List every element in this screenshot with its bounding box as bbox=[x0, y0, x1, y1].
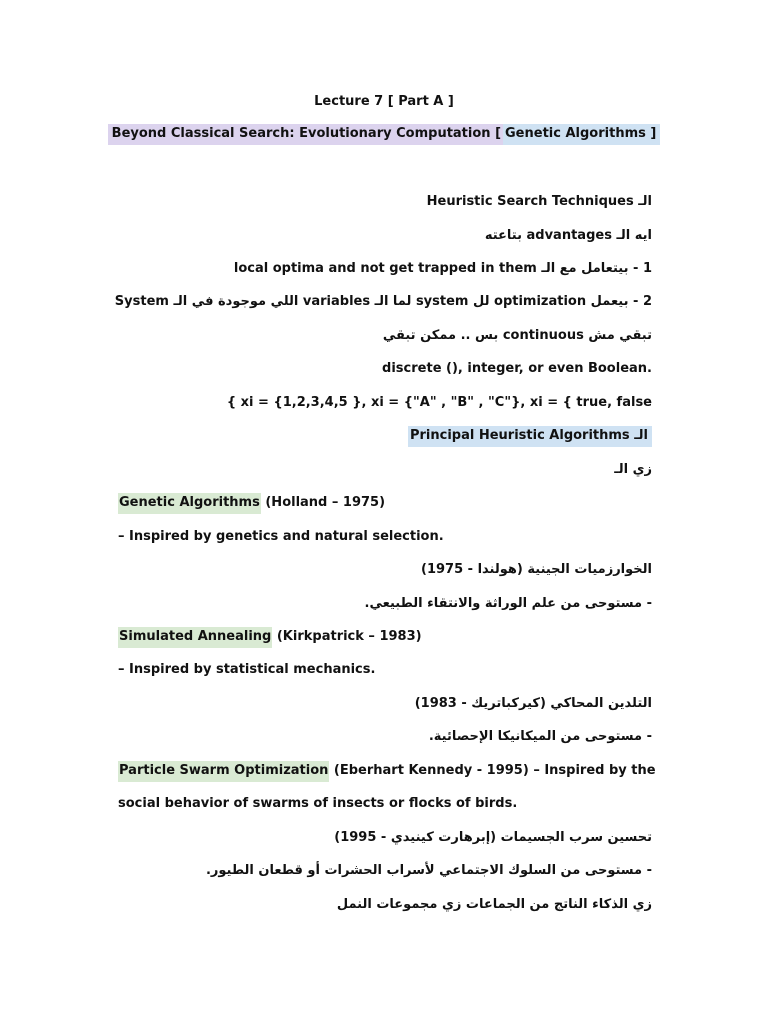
pso-arabic-extra: زي الذكاء الناتج من الجماعات زي مجموعات النمل bbox=[336, 897, 652, 912]
lecture-subtitle bbox=[0, 123, 768, 145]
variable-examples-text: { xi = {1,2,3,4,5 }, xi = {"A" , "B" , "C"}, xi = { true, false bbox=[226, 395, 652, 410]
subtitle-highlight-blue: Genetic Algorithms ] bbox=[503, 124, 660, 145]
advantage-2-continued: تبقي مش continuous بس .. ممكن تبقي bbox=[382, 328, 652, 343]
advantages-question: ايه الـ advantages بتاعته bbox=[484, 228, 652, 243]
sa-arabic-description: - مستوحى من الميكانيكا الإحصائية. bbox=[428, 729, 652, 744]
sa-name: Simulated Annealing bbox=[118, 627, 272, 648]
ga-arabic-description: - مستوحى من علم الوراثة والانتقاء الطبيعي. bbox=[364, 596, 652, 611]
ga-arabic-title: الخوارزميات الجينية (هولندا - 1975) bbox=[421, 562, 652, 577]
like-the: زي الـ bbox=[614, 462, 652, 477]
variable-examples bbox=[227, 392, 652, 414]
principal-algorithms-highlight: الـ Principal Heuristic Algorithms bbox=[408, 426, 652, 447]
sa-author: (Kirkpatrick – 1983) bbox=[272, 629, 422, 644]
advantage-1: 1 - بيتعامل مع الـ local optima and not get trapped in them bbox=[233, 261, 652, 276]
sa-arabic-title: التلدين المحاكي (كيركباتريك - 1983) bbox=[414, 696, 652, 711]
advantage-2: 2 - بيعمل optimization لل system لما الـ variables اللي موجودة في الـ System bbox=[114, 294, 652, 309]
pso-author: (Eberhart Kennedy - 1995) – Inspired by the bbox=[329, 763, 656, 778]
lecture-title: Lecture 7 [ Part A ] bbox=[314, 94, 454, 109]
sa-description: – Inspired by statistical mechanics. bbox=[118, 662, 376, 677]
ga-name: Genetic Algorithms bbox=[118, 493, 261, 514]
heuristic-techniques-heading: الـ Heuristic Search Techniques bbox=[426, 194, 652, 209]
pso-arabic-title: تحسين سرب الجسيمات (إبرهارت كينيدي - 1995) bbox=[334, 830, 652, 845]
principal-algorithms-heading bbox=[408, 425, 652, 447]
variable-types: .discrete (), integer, or even Boolean bbox=[382, 361, 652, 376]
pso-description: social behavior of swarms of insects or flocks of birds. bbox=[118, 796, 518, 811]
sa-heading bbox=[118, 626, 422, 648]
subtitle-highlight-purple: Beyond Classical Search: Evolutionary Computation [ bbox=[108, 124, 503, 145]
ga-heading bbox=[118, 492, 385, 514]
pso-heading bbox=[118, 760, 656, 782]
pso-arabic-description: - مستوحى من السلوك الاجتماعي لأسراب الحشرات أو قطعان الطيور. bbox=[205, 863, 652, 878]
ga-author: (Holland – 1975) bbox=[260, 495, 386, 510]
ga-description: – Inspired by genetics and natural selection. bbox=[118, 529, 444, 544]
pso-name: Particle Swarm Optimization bbox=[118, 761, 329, 782]
